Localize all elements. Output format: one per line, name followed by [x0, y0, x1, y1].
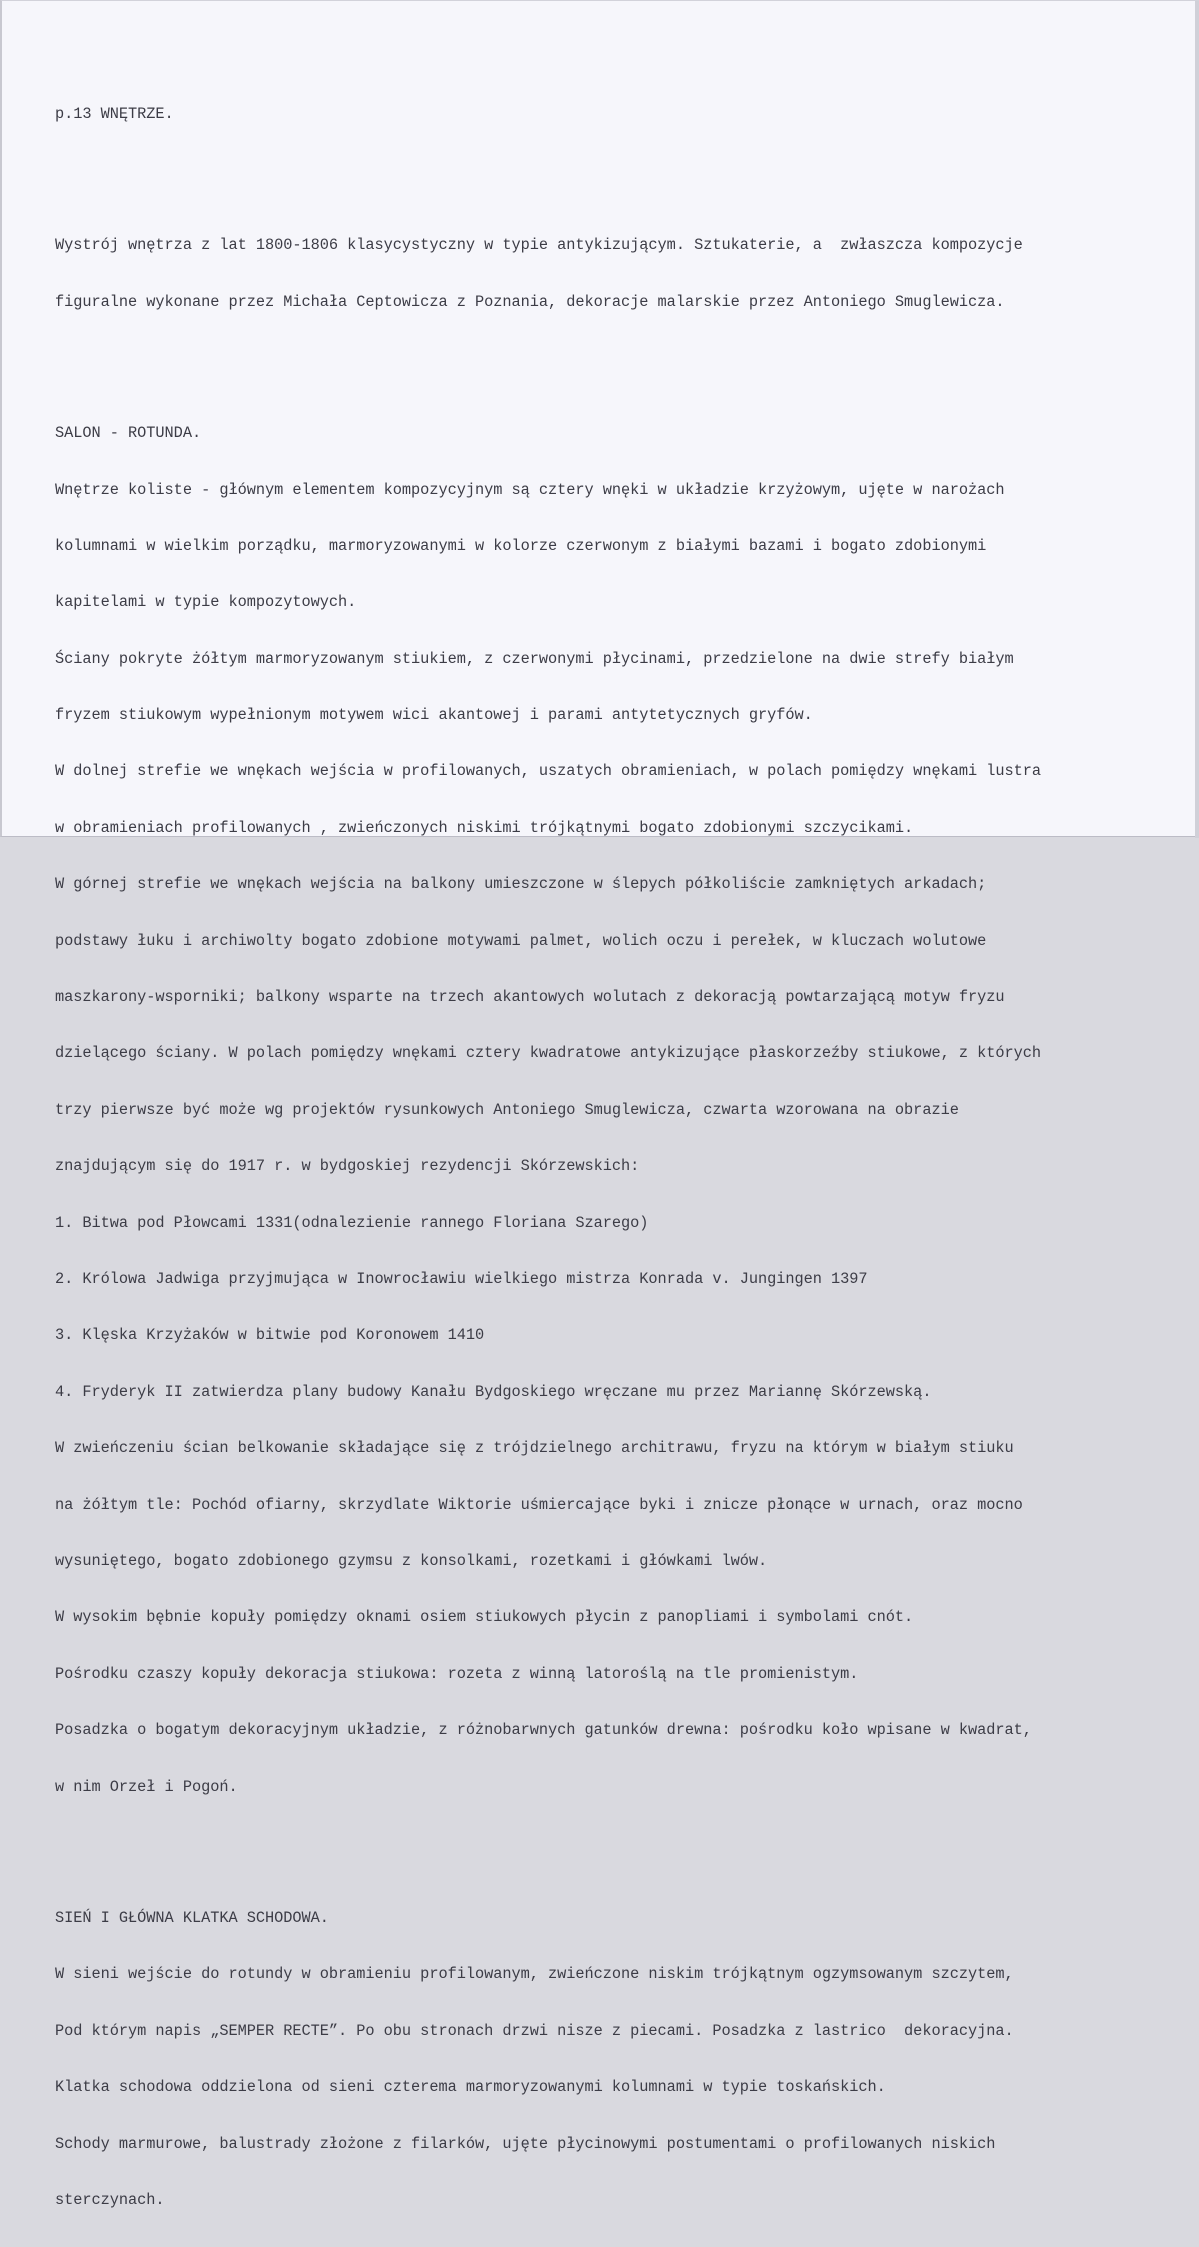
salon-line: podstawy łuku i archiwolty bogato zdobione motywami palmet, wolich oczu i perełek, w kluczach wolutowe [55, 931, 987, 950]
salon-line: znajdującym się do 1917 r. w bydgoskiej rezydencji Skórzewskich: [55, 1157, 640, 1176]
salon-line: dzielącego ściany. W polach pomiędzy wnękami cztery kwadratowe antykizujące płaskorzeźby stiukowe, z których [55, 1044, 1042, 1063]
salon-line: trzy pierwsze być może wg projektów rysunkowych Antoniego Smuglewicza, czwarta wzorowana na obrazie [55, 1100, 959, 1119]
sien-line: W sieni wejście do rotundy w obramieniu profilowanym, zwieńczone niskim trójkątnym ogzymsowanym szczytem, [55, 1965, 1014, 1984]
salon-line: w obramieniach profilowanych , zwieńczonych niskimi trójkątnymi bogato zdobionymi szczycikami. [55, 818, 914, 837]
salon-line: W wysokim bębnie kopuły pomiędzy oknami osiem stiukowych płycin z panopliami i symbolami cnót. [55, 1608, 914, 1627]
salon-line: Ściany pokryte żółtym marmoryzowanym stiukiem, z czerwonymi płycinami, przedzielone na dwie strefy białym [55, 649, 1014, 668]
salon-line: kolumnami w wielkim porządku, marmoryzowanymi w kolorze czerwonym z białymi bazami i bogato zdobionymi [55, 536, 987, 555]
page-edge [1195, 1, 1199, 838]
section-heading: p.13 WNĘTRZE. [55, 104, 174, 123]
salon-line: Pośrodku czaszy kopuły dekoracja stiukowa: rozeta z winną latoroślą na tle promienistym. [55, 1664, 859, 1683]
blank-line [55, 161, 1185, 180]
intro-line: figuralne wykonane przez Michała Ceptowicza z Poznania, dekoracje malarskie przez Antoniego Smuglewicza. [55, 292, 1005, 311]
salon-line: na żółtym tle: Pochód ofiarny, skrzydlate Wiktorie uśmiercające byki i znicze płonące w urnach, oraz mocno [55, 1495, 1023, 1514]
salon-list-item: 1. Bitwa pod Płowcami 1331(odnalezienie rannego Floriana Szarego) [55, 1213, 649, 1232]
sien-line: Pod którym napis „SEMPER RECTE”. Po obu stronach drzwi nisze z piecami. Posadzka z lastrico dekoracyjna. [55, 2021, 1014, 2040]
salon-line: fryzem stiukowym wypełnionym motywem wici akantowej i parami antytetycznych gryfów. [55, 706, 813, 725]
intro-line: Wystrój wnętrza z lat 1800-1806 klasycystyczny w typie antykizującym. Sztukaterie, a zwłaszcza kompozycje [55, 236, 1023, 255]
salon-line: W dolnej strefie we wnękach wejścia w profilowanych, uszatych obramieniach, w polach pomiędzy wnękami lustra [55, 762, 1042, 781]
blank-line [55, 349, 1185, 368]
sien-line: Klatka schodowa oddzielona od sieni czterema marmoryzowanymi kolumnami w typie toskańskich. [55, 2078, 886, 2097]
salon-list-item: 3. Klęska Krzyżaków w bitwie pod Koronowem 1410 [55, 1326, 485, 1345]
blank-line [55, 1834, 1185, 1853]
salon-line: Wnętrze koliste - głównym elementem kompozycyjnym są cztery wnęki w układzie krzyżowym, ujęte w narożach [55, 480, 1005, 499]
salon-line: w nim Orzeł i Pogoń. [55, 1777, 238, 1796]
sien-title: SIEŃ I GŁÓWNA KLATKA SCHODOWA. [55, 1909, 329, 1928]
salon-list-item: 4. Fryderyk II zatwierdza plany budowy Kanału Bydgoskiego wręczane mu przez Mariannę Skórzewską. [55, 1382, 932, 1401]
salon-title: SALON - ROTUNDA. [55, 424, 202, 443]
salon-line: W zwieńczeniu ścian belkowanie składające się z trójdzielnego architrawu, fryzu na którym w białym stiuku [55, 1439, 1014, 1458]
salon-line: W górnej strefie we wnękach wejścia na balkony umieszczone w ślepych półkoliście zamkniętych arkadach; [55, 875, 987, 894]
salon-list-item: 2. Królowa Jadwiga przyjmująca w Inowrocławiu wielkiego mistrza Konrada v. Jungingen 1397 [55, 1270, 868, 1288]
salon-line: maszkarony-wsporniki; balkony wsparte na trzech akantowych wolutach z dekoracją powtarzającą motyw fryzu [55, 988, 1005, 1007]
salon-line: wysuniętego, bogato zdobionego gzymsu z konsolkami, rozetkami i główkami lwów. [55, 1551, 768, 1570]
document-text [55, 67, 1185, 2247]
sien-line: Schody marmurowe, balustrady złożone z filarków, ujęte płycinowymi postumentami o profilowanych niskich [55, 2134, 996, 2153]
salon-line: Posadzka o bogatym dekoracyjnym układzie, z różnobarwnych gatunków drewna: pośrodku koło wpisane w kwadrat, [55, 1721, 1032, 1740]
salon-line: kapitelami w typie kompozytowych. [55, 593, 357, 612]
sien-line: sterczynach. [55, 2191, 165, 2210]
